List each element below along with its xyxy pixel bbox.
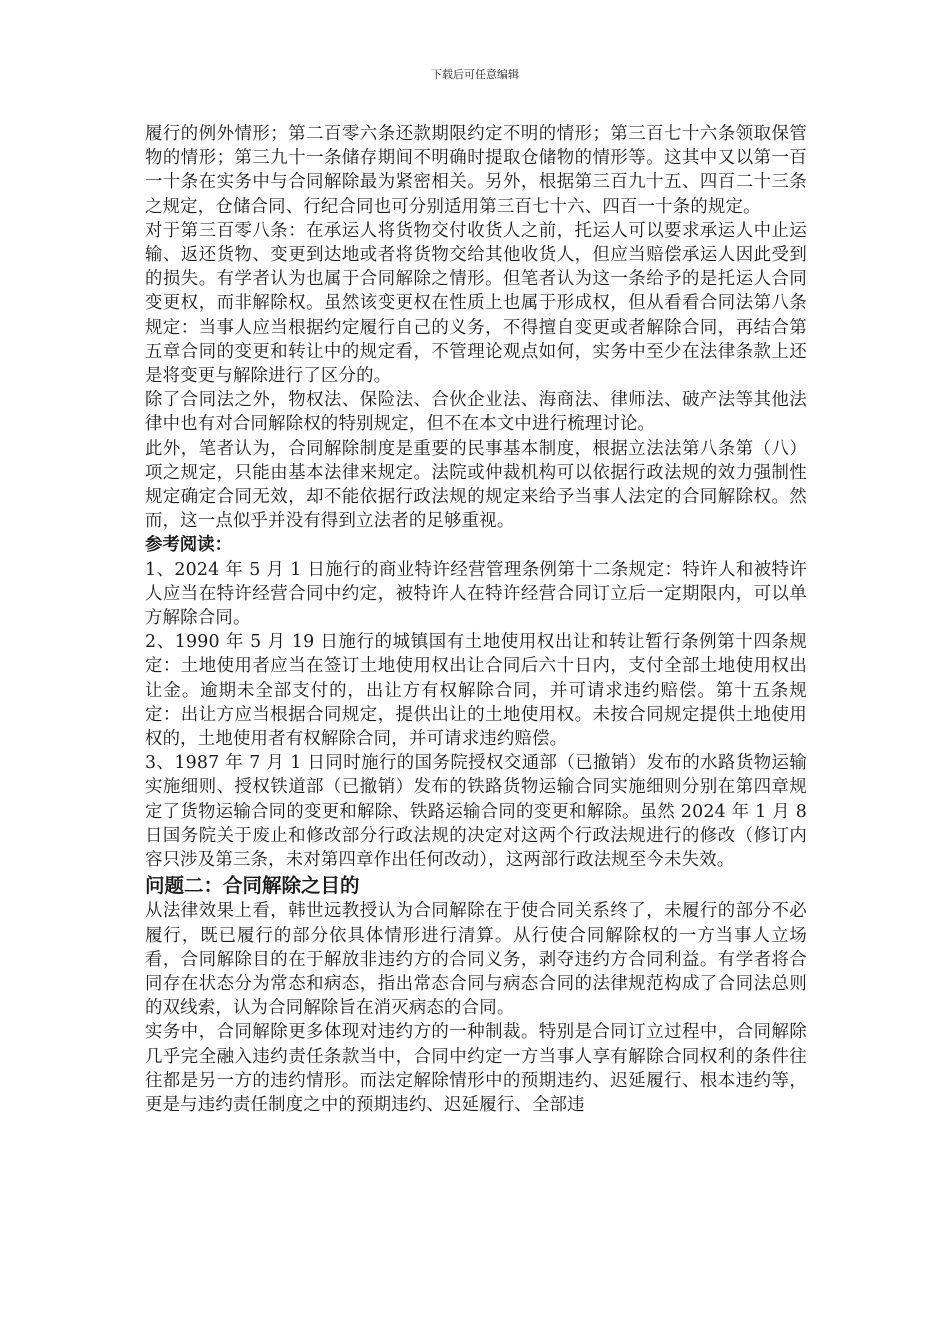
reference-item-3: 3、1987 年 7 月 1 日同时施行的国务院授权交通部（已撤销）发布的水路货物运输实施细则、授权铁道部（已撤销）发布的铁路货物运输合同实施细则分别在第四章规定了货物运输合同的变更和解除、铁路运输合同的变更和解除。虽然 2024 年 1 月 8 日国务院关于废止和修改部分行政法规的决定对这两个行政法规进行的修改（修订内容只涉及第三条，未对第四章作出任何改动），这两部行政法规至今未失效。 bbox=[145, 753, 807, 871]
page-header-note: 下载后可任意编辑 bbox=[431, 68, 519, 81]
paragraph-article-308: 对于第三百零八条：在承运人将货物交付收货人之前，托运人可以要求承运人中止运输、返还货物、变更到达地或者将货物交给其他收货人，但应当赔偿承运人因此受到的损失。有学者认为也属于合同解除之情形。但笔者认为这一条给予的是托运人合同变更权，而非解除权。虽然该变更权在性质上也属于形成权，但从看看合同法第八条规定：当事人应当根据约定履行自己的义务，不得擅自变更或者解除合同，再结合第五章合同的变更和转让中的规定看，不管理论观点如何，实务中至少在法律条款上还是将变更与解除进行了区分的。 bbox=[145, 220, 807, 387]
section-heading: 问题二：合同解除之目的 bbox=[145, 874, 360, 898]
paragraph-legislation-law: 此外，笔者认为，合同解除制度是重要的民事基本制度，根据立法法第八条第（八）项之规定，只能由基本法律来规定。法院或仲裁机构可以依据行政法规的效力强制性规定确定合同无效，却不能依据行政法规的规定来给予当事人法定的合同解除权。然而，这一点似乎并没有得到立法者的足够重视。 bbox=[145, 438, 807, 532]
reference-item-1: 1、2024 年 5 月 1 日施行的商业特许经营管理条例第十二条规定：特许人和被特许人应当在特许经营合同中约定，被特许人在特许经营合同订立后一定期限内，可以单方解除合同。 bbox=[145, 559, 807, 629]
reference-heading: 参考阅读： bbox=[145, 535, 232, 556]
paragraph-other-laws: 除了合同法之外，物权法、保险法、合伙企业法、海商法、律师法、破产法等其他法律中也有对合同解除权的特别规定，但不在本文中进行梳理讨论。 bbox=[145, 390, 807, 435]
reference-item-2: 2、1990 年 5 月 19 日施行的城镇国有土地使用权出让和转让暂行条例第十四条规定：土地使用者应当在签订土地使用权出让合同后六十日内，支付全部土地使用权出让金。逾期未全部支付的，出让方有权解除合同，并可请求违约赔偿。第十五条规定：出让方应当根据合同规定，提供出让的土地使用权。未按合同规定提供土地使用权的，土地使用者有权解除合同，并可请求违约赔偿。 bbox=[145, 632, 807, 750]
paragraph-exceptions: 履行的例外情形；第二百零六条还款期限约定不明的情形；第三百七十六条领取保管物的情形；第三九十一条储存期间不明确时提取仓储物的情形等。这其中又以第一百一十条在实务中与合同解除最为紧密相关。另外，根据第三百九十五、四百二十三条之规定，仓储合同、行纪合同也可分别适用第三百七十六、四百一十条的规定。 bbox=[145, 124, 807, 217]
paragraph-practice: 实务中，合同解除更多体现对违约方的一种制裁。特别是合同订立过程中，合同解除几乎完全融入违约责任条款当中，合同中约定一方当事人享有解除合同权利的条件往往都是另一方的违约情形。而法定解除情形中的预期违约、迟延履行、根本违约等，更是与违约责任制度之中的预期违约、迟延履行、全部违 bbox=[145, 1022, 807, 1115]
document-body bbox=[145, 122, 807, 1117]
paragraph-legal-effect: 从法律效果上看，韩世远教授认为合同解除在于使合同关系终了，未履行的部分不必履行，既已履行的部分依具体情形进行清算。从行使合同解除权的一方当事人立场看，合同解除目的在于解放非违约方的合同义务，剥夺违约方合同利益。有学者将合同存在状态分为常态和病态，指出常态合同与病态合同的法律规范构成了合同法总则的双线索，认为合同解除旨在消灭病态的合同。 bbox=[145, 901, 807, 1019]
